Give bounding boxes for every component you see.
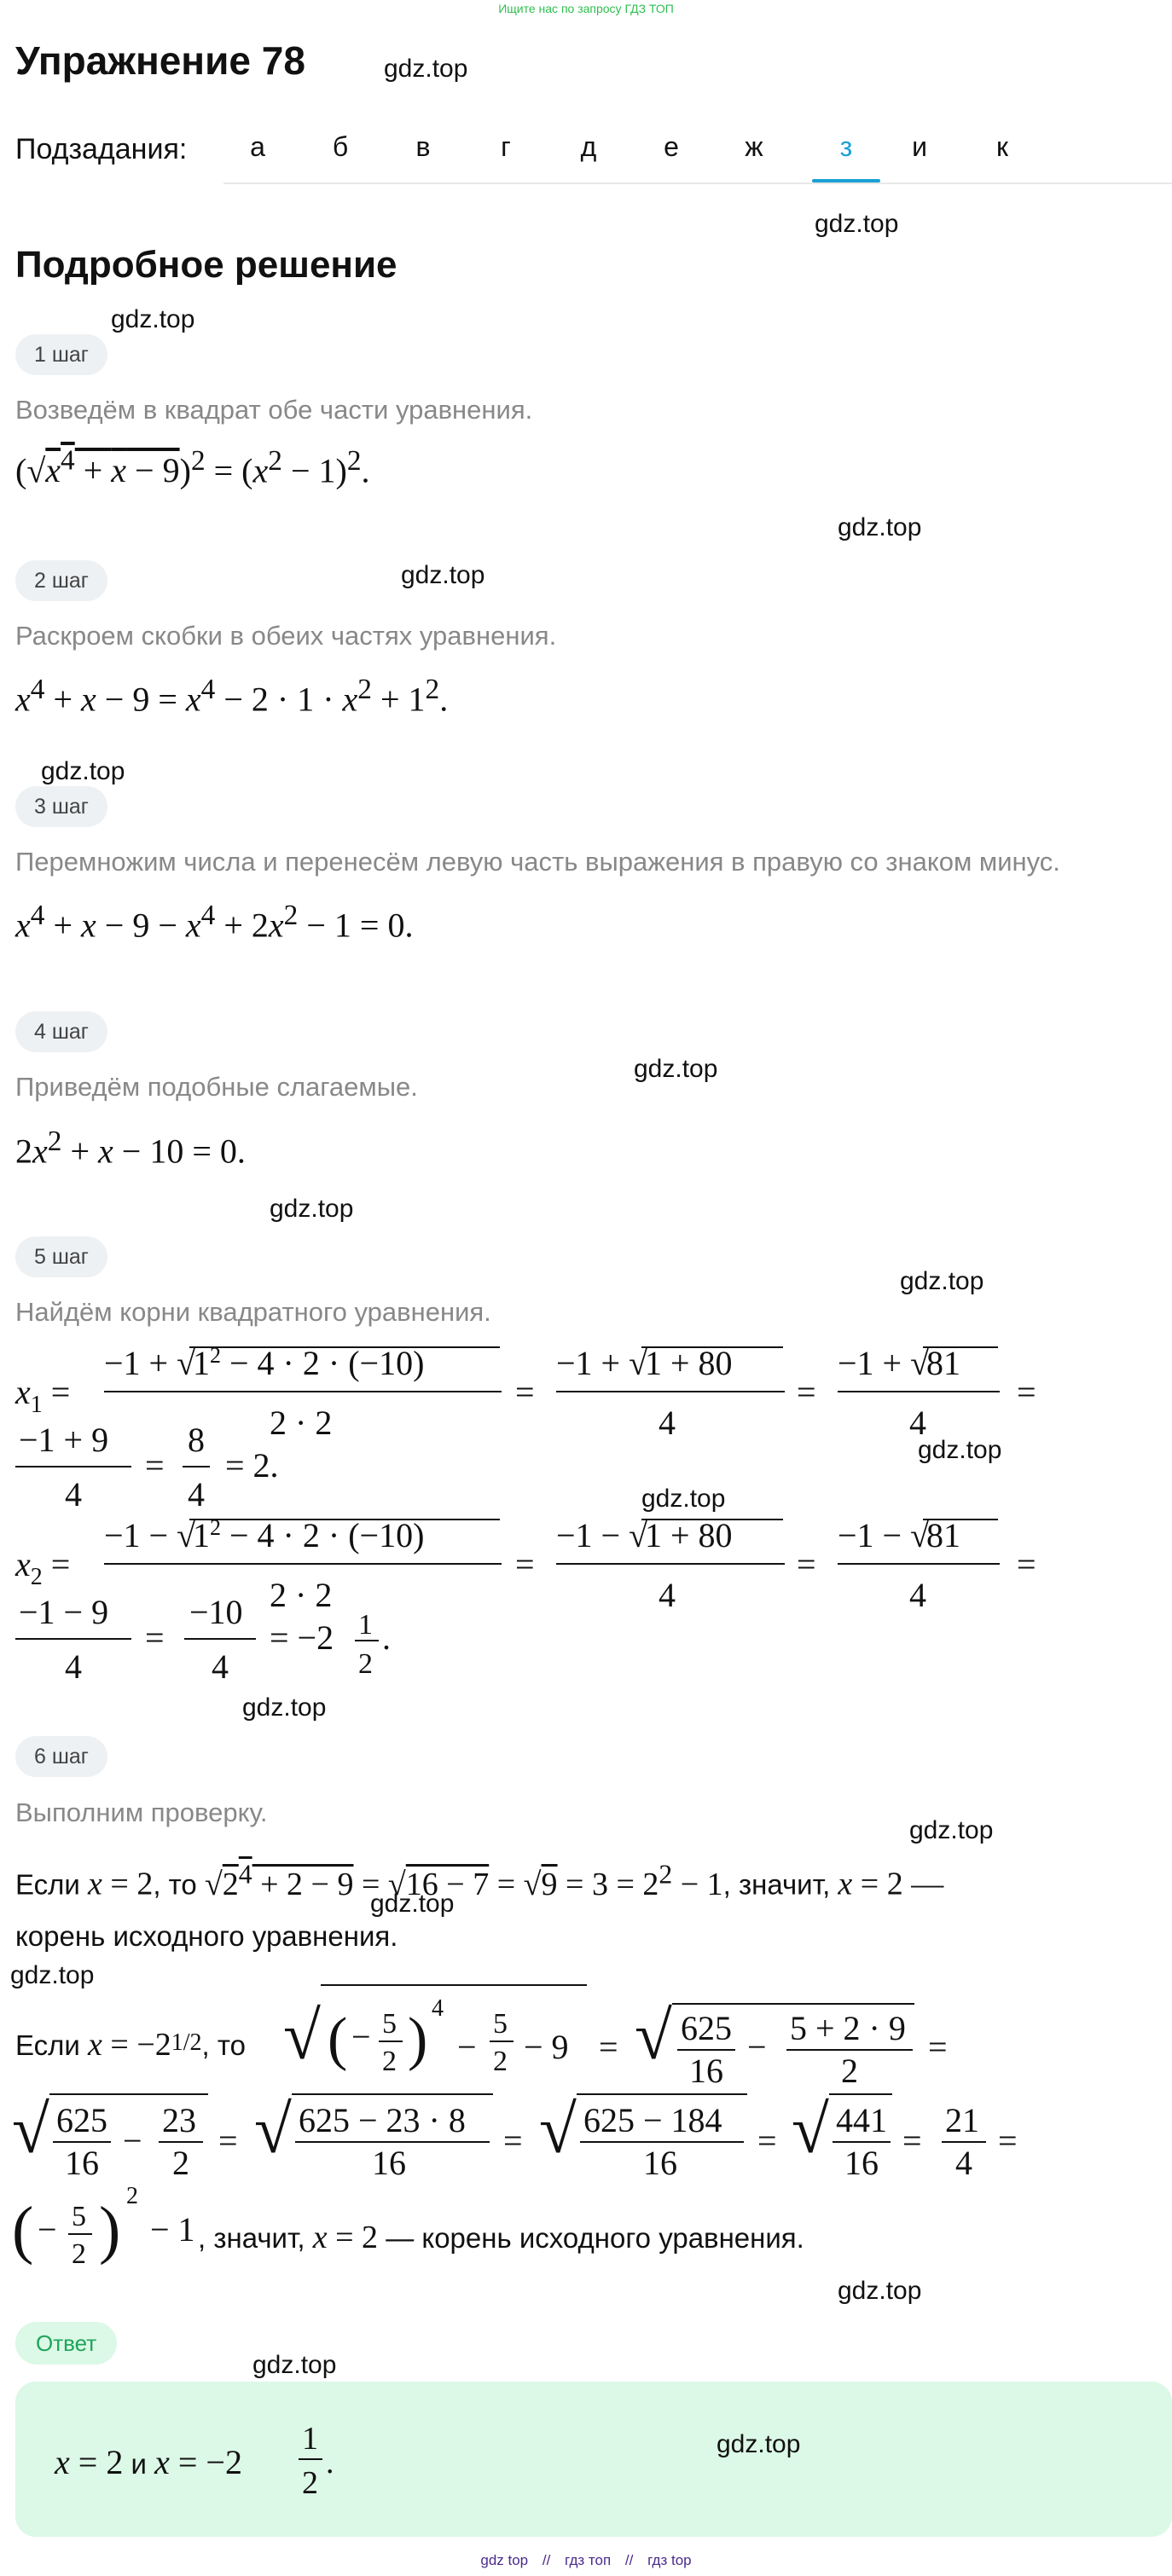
watermark: gdz.top: [838, 2277, 922, 2305]
step-6-label: 6 шаг: [15, 1736, 107, 1777]
watermark: gdz.top: [384, 55, 468, 83]
footer-separator: //: [624, 2552, 634, 2568]
svg-text:2 · 2: 2 · 2: [270, 1576, 333, 1614]
svg-text:2: 2: [358, 1648, 373, 1680]
svg-text:− 9: − 9: [524, 2028, 569, 2066]
svg-text:1 + 80: 1 + 80: [645, 1344, 733, 1382]
step-4-label: 4 шаг: [15, 1011, 107, 1052]
svg-text:√: √: [12, 2093, 49, 2168]
footer-link-3[interactable]: гдз top: [647, 2552, 692, 2568]
svg-text:−1 − 9: −1 − 9: [19, 1593, 109, 1631]
svg-text:4: 4: [432, 1995, 444, 2022]
step-5-label: 5 шаг: [15, 1236, 107, 1277]
tab-g[interactable]: г: [501, 131, 511, 162]
watermark: gdz.top: [838, 513, 922, 541]
step-3-description: Перемножим числа и перенесём левую часть выражения в правую со знаком минус.: [15, 847, 1060, 877]
svg-text:4: 4: [188, 1475, 205, 1514]
svg-text:−: −: [123, 2122, 142, 2160]
watermark: gdz.top: [10, 1961, 95, 1989]
svg-text:x1 =: $x_1$ =: [15, 1373, 71, 1418]
footer-separator: //: [542, 2552, 551, 2568]
svg-text:81: 81: [926, 1344, 960, 1382]
svg-text:−: −: [38, 2210, 57, 2249]
watermark: gdz.top: [900, 1267, 984, 1295]
svg-text:2: 2: [172, 2144, 189, 2182]
svg-text:4: 4: [212, 1647, 229, 1686]
svg-text:=: =: [902, 2122, 922, 2160]
svg-text:5: 5: [493, 2008, 508, 2040]
svg-text:−1 + 9: −1 + 9: [19, 1421, 109, 1459]
top-banner[interactable]: Ищите нас по запросу ГДЗ ТОП: [498, 2, 674, 15]
svg-text:12 − 4 · 2 · (−10): $1^2 - 4 \cdot 2 \cdot (-10)$: [193, 1343, 425, 1382]
subtasks-tabs: [223, 119, 1172, 184]
answer-value: x = 2 и x = −2: [55, 2443, 242, 2481]
svg-text:16: 16: [65, 2144, 99, 2182]
tab-k[interactable]: к: [996, 131, 1008, 162]
tab-v[interactable]: в: [415, 131, 431, 162]
step-5-description: Найдём корни квадратного уравнения.: [15, 1297, 491, 1327]
tab-i[interactable]: и: [912, 131, 927, 162]
watermark: gdz.top: [641, 1485, 726, 1513]
watermark: gdz.top: [242, 1693, 327, 1722]
svg-text:=: =: [218, 2122, 238, 2160]
svg-text:−1 + √: −1 + √: [838, 1344, 930, 1382]
svg-text:−10: −10: [189, 1593, 243, 1631]
step-1-description: Возведём в квадрат обе части уравнения.: [15, 395, 533, 425]
check-1-line: Если x = 2, то $√2^4 + 2 - 9 = √16 - 7 = √9 = 3 = 2^2 - 1$, значит, x = 2 —: [15, 1859, 944, 1902]
svg-text:625 − 184: 625 − 184: [583, 2101, 722, 2139]
svg-text:√: √: [635, 1999, 672, 2074]
svg-text:2: 2: [841, 2052, 858, 2090]
svg-text:=: =: [145, 1446, 165, 1485]
svg-text:4: 4: [65, 1475, 82, 1514]
svg-text:−: −: [351, 2017, 371, 2056]
svg-text:4: 4: [909, 1576, 926, 1614]
watermark: gdz.top: [634, 1055, 718, 1083]
svg-text:5 + 2 · 9: 5 + 2 · 9: [790, 2009, 906, 2047]
svg-text:=: =: [1017, 1545, 1036, 1583]
page-title: Упражнение 78: [15, 38, 305, 83]
step-4-description: Приведём подобные слагаемые.: [15, 1072, 418, 1102]
svg-text:): ): [408, 2006, 428, 2072]
svg-text:4: 4: [909, 1404, 926, 1442]
svg-text:−: −: [457, 2028, 477, 2066]
svg-text:=: =: [998, 2122, 1018, 2160]
svg-text:2 · 2: 2 · 2: [270, 1404, 333, 1442]
svg-text:=: =: [797, 1373, 816, 1411]
svg-text:=: =: [599, 2028, 618, 2066]
watermark: gdz.top: [909, 1816, 994, 1844]
section-title: Подробное решение: [15, 244, 397, 286]
tab-z[interactable]: з: [812, 131, 880, 163]
watermark: gdz.top: [252, 2351, 337, 2379]
svg-text:− 1: − 1: [150, 2210, 195, 2249]
tab-e[interactable]: е: [664, 131, 679, 162]
svg-text:441: 441: [836, 2101, 887, 2139]
svg-text:=: =: [797, 1545, 816, 1583]
svg-text:√: √: [539, 2093, 577, 2168]
svg-text:=: =: [145, 1618, 165, 1657]
watermark: gdz.top: [270, 1195, 354, 1223]
svg-text:−1 − √: −1 − √: [104, 1516, 196, 1554]
svg-text:8: 8: [188, 1421, 205, 1459]
svg-text:625 − 23 · 8: 625 − 23 · 8: [299, 2101, 466, 2139]
svg-text:4: 4: [659, 1404, 676, 1442]
svg-text:16: 16: [643, 2144, 677, 2182]
tab-b[interactable]: б: [332, 131, 349, 162]
step-6-description: Выполним проверку.: [15, 1797, 268, 1827]
svg-text:−1 − √: −1 − √: [838, 1516, 930, 1554]
svg-text:=: =: [503, 2122, 523, 2160]
svg-text:=: =: [1017, 1373, 1036, 1411]
step-3-equation: $x^4 + x - 9 - x^4 + 2x^2 - 1 = 0$.: [15, 900, 414, 945]
svg-text:): ): [99, 2194, 121, 2266]
svg-text:−1 + √: −1 + √: [556, 1344, 648, 1382]
step-4-equation: $2x^2 + x - 10 = 0$.: [15, 1126, 246, 1171]
svg-text:.: .: [382, 1618, 391, 1657]
watermark: gdz.top: [401, 561, 485, 589]
svg-text:2: 2: [493, 2046, 508, 2077]
svg-text:.: .: [326, 2445, 334, 2480]
answer-label: Ответ: [15, 2322, 117, 2365]
svg-text:= 2.: = 2.: [225, 1446, 279, 1485]
svg-text:−1 + √: −1 + √: [104, 1344, 196, 1382]
svg-text:5: 5: [382, 2008, 397, 2040]
svg-text:1 + 80: 1 + 80: [645, 1516, 733, 1554]
svg-text:21: 21: [945, 2101, 979, 2139]
step-2-equation: $x^4 + x - 9 = x^4 - 2 \cdot 1 \cdot x^2 + 1^2$.: [15, 674, 449, 719]
svg-text:23: 23: [162, 2101, 196, 2139]
svg-text:√: √: [283, 1999, 321, 2074]
svg-text:√: √: [792, 2093, 829, 2168]
watermark: gdz.top: [370, 1890, 455, 1918]
svg-text:16: 16: [372, 2144, 406, 2182]
svg-text:(: (: [328, 2006, 348, 2072]
step-1-equation: $(√x^4 + x - 9)^2 = (x^2 - 1)^2$.: [15, 445, 370, 490]
check-2-conclusion: , значит, x = 2 — корень исходного уравнения.: [198, 2220, 804, 2255]
svg-text:5: 5: [72, 2201, 86, 2232]
svg-text:12 − 4 · 2 · (−10): $1^2 - 4 \cdot 2 \cdot (-10)$: [193, 1515, 425, 1554]
watermark: gdz.top: [918, 1436, 1002, 1464]
svg-text:=: =: [515, 1545, 535, 1583]
svg-text:(: (: [12, 2194, 34, 2266]
watermark: gdz.top: [111, 305, 195, 333]
svg-text:=: =: [928, 2028, 948, 2066]
quadratic-roots-formula: [0, 1330, 1172, 1688]
svg-text:4: 4: [659, 1576, 676, 1614]
watermark: gdz.top: [41, 757, 125, 785]
tab-zh[interactable]: ж: [745, 131, 763, 162]
tab-a[interactable]: а: [250, 131, 265, 162]
svg-text:=: =: [757, 2122, 777, 2160]
watermark: gdz.top: [815, 210, 899, 238]
svg-text:1: 1: [358, 1609, 373, 1641]
svg-text:x2 =: $x_2$ =: [15, 1545, 71, 1590]
subtasks-label: Подзадания:: [15, 133, 188, 165]
svg-text:81: 81: [926, 1516, 960, 1554]
tab-d[interactable]: д: [580, 131, 597, 162]
step-2-description: Раскроем скобки в обеих частях уравнения.: [15, 621, 557, 651]
step-3-label: 3 шаг: [15, 786, 107, 827]
footer-link-1[interactable]: gdz top: [480, 2552, 529, 2568]
svg-text:16: 16: [689, 2052, 723, 2090]
step-2-label: 2 шаг: [15, 560, 107, 601]
svg-text:2: 2: [382, 2046, 397, 2077]
check-1-tail: корень исходного уравнения.: [15, 1920, 398, 1952]
svg-text:2: 2: [302, 2465, 318, 2501]
svg-text:4: 4: [955, 2144, 972, 2182]
footer-links: [0, 2552, 1172, 2569]
svg-text:−: −: [747, 2028, 767, 2066]
answer-fraction: [297, 2413, 348, 2507]
svg-text:= −2: = −2: [270, 1618, 334, 1657]
svg-text:=: =: [515, 1373, 535, 1411]
svg-text:625: 625: [56, 2101, 107, 2139]
footer-link-2[interactable]: гдз топ: [565, 2552, 612, 2568]
svg-text:16: 16: [844, 2144, 879, 2182]
svg-text:4: 4: [65, 1647, 82, 1686]
step-1-label: 1 шаг: [15, 334, 107, 375]
svg-text:2: 2: [72, 2238, 86, 2270]
watermark: gdz.top: [717, 2430, 801, 2458]
svg-text:−1 − √: −1 − √: [556, 1516, 648, 1554]
check-2-lead: Если x = −21/2, то: [15, 2027, 246, 2063]
svg-text:625: 625: [681, 2009, 732, 2047]
svg-text:2: 2: [126, 2183, 138, 2209]
svg-text:1: 1: [302, 2421, 318, 2457]
svg-text:√: √: [254, 2093, 292, 2168]
